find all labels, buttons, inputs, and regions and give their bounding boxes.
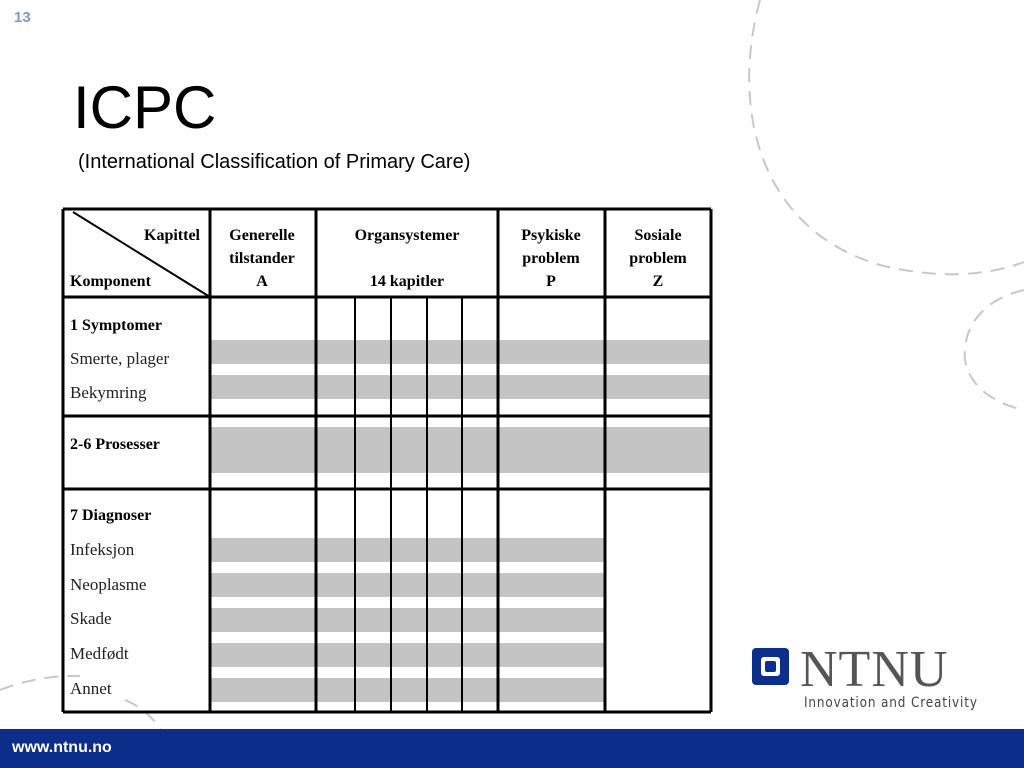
col-p-line2: problem <box>522 250 580 267</box>
row-neoplasme: Neoplasme <box>70 575 147 594</box>
col-z-line1: Sosiale <box>634 227 682 244</box>
shaded-band <box>210 375 711 399</box>
footer-url-link[interactable]: www.ntnu.no <box>12 739 112 756</box>
row-heading-diagnoser: 7 Diagnoser <box>70 507 152 524</box>
col-a-line2: tilstander <box>229 250 295 267</box>
row-heading-prosesser: 2-6 Prosesser <box>70 436 160 453</box>
col-organ-line3: 14 kapitler <box>369 273 445 290</box>
col-p-line1: Psykiske <box>521 227 581 244</box>
corner-komponent: Komponent <box>70 273 151 290</box>
row-bekymring: Bekymring <box>70 383 147 402</box>
shaded-band <box>210 538 605 562</box>
shaded-band <box>210 573 605 597</box>
ntnu-logo <box>752 641 1002 716</box>
col-z-line3: Z <box>652 273 664 290</box>
logo-name: NTNU <box>800 641 949 698</box>
col-z-line2: problem <box>629 250 687 267</box>
row-annet: Annet <box>70 679 112 698</box>
shaded-band <box>210 427 711 451</box>
shaded-band <box>210 678 605 702</box>
col-a-line1: Generelle <box>229 227 295 244</box>
col-p-line3: P <box>546 273 556 290</box>
footer-bar <box>0 729 1024 768</box>
ntnu-logo-mark-icon <box>752 648 789 685</box>
corner-kapittel: Kapittel <box>144 227 200 244</box>
col-organ-line1: Organsystemer <box>354 227 460 244</box>
slide-subtitle: (International Classification of Primary Care) <box>78 151 471 173</box>
slide-number: 13 <box>14 9 31 26</box>
row-heading-symptomer: 1 Symptomer <box>70 317 162 334</box>
shaded-band <box>210 608 605 632</box>
shaded-band <box>210 643 605 667</box>
slide-title: ICPC <box>73 74 217 141</box>
row-skade: Skade <box>70 609 112 628</box>
shaded-band <box>210 340 711 364</box>
row-smerte-plager: Smerte, plager <box>70 349 170 368</box>
col-a-line3: A <box>256 273 268 290</box>
logo-tagline: Innovation and Creativity <box>804 695 978 711</box>
row-medfodt: Medfødt <box>70 644 129 663</box>
shaded-band <box>210 449 711 473</box>
row-infeksjon: Infeksjon <box>70 540 135 559</box>
